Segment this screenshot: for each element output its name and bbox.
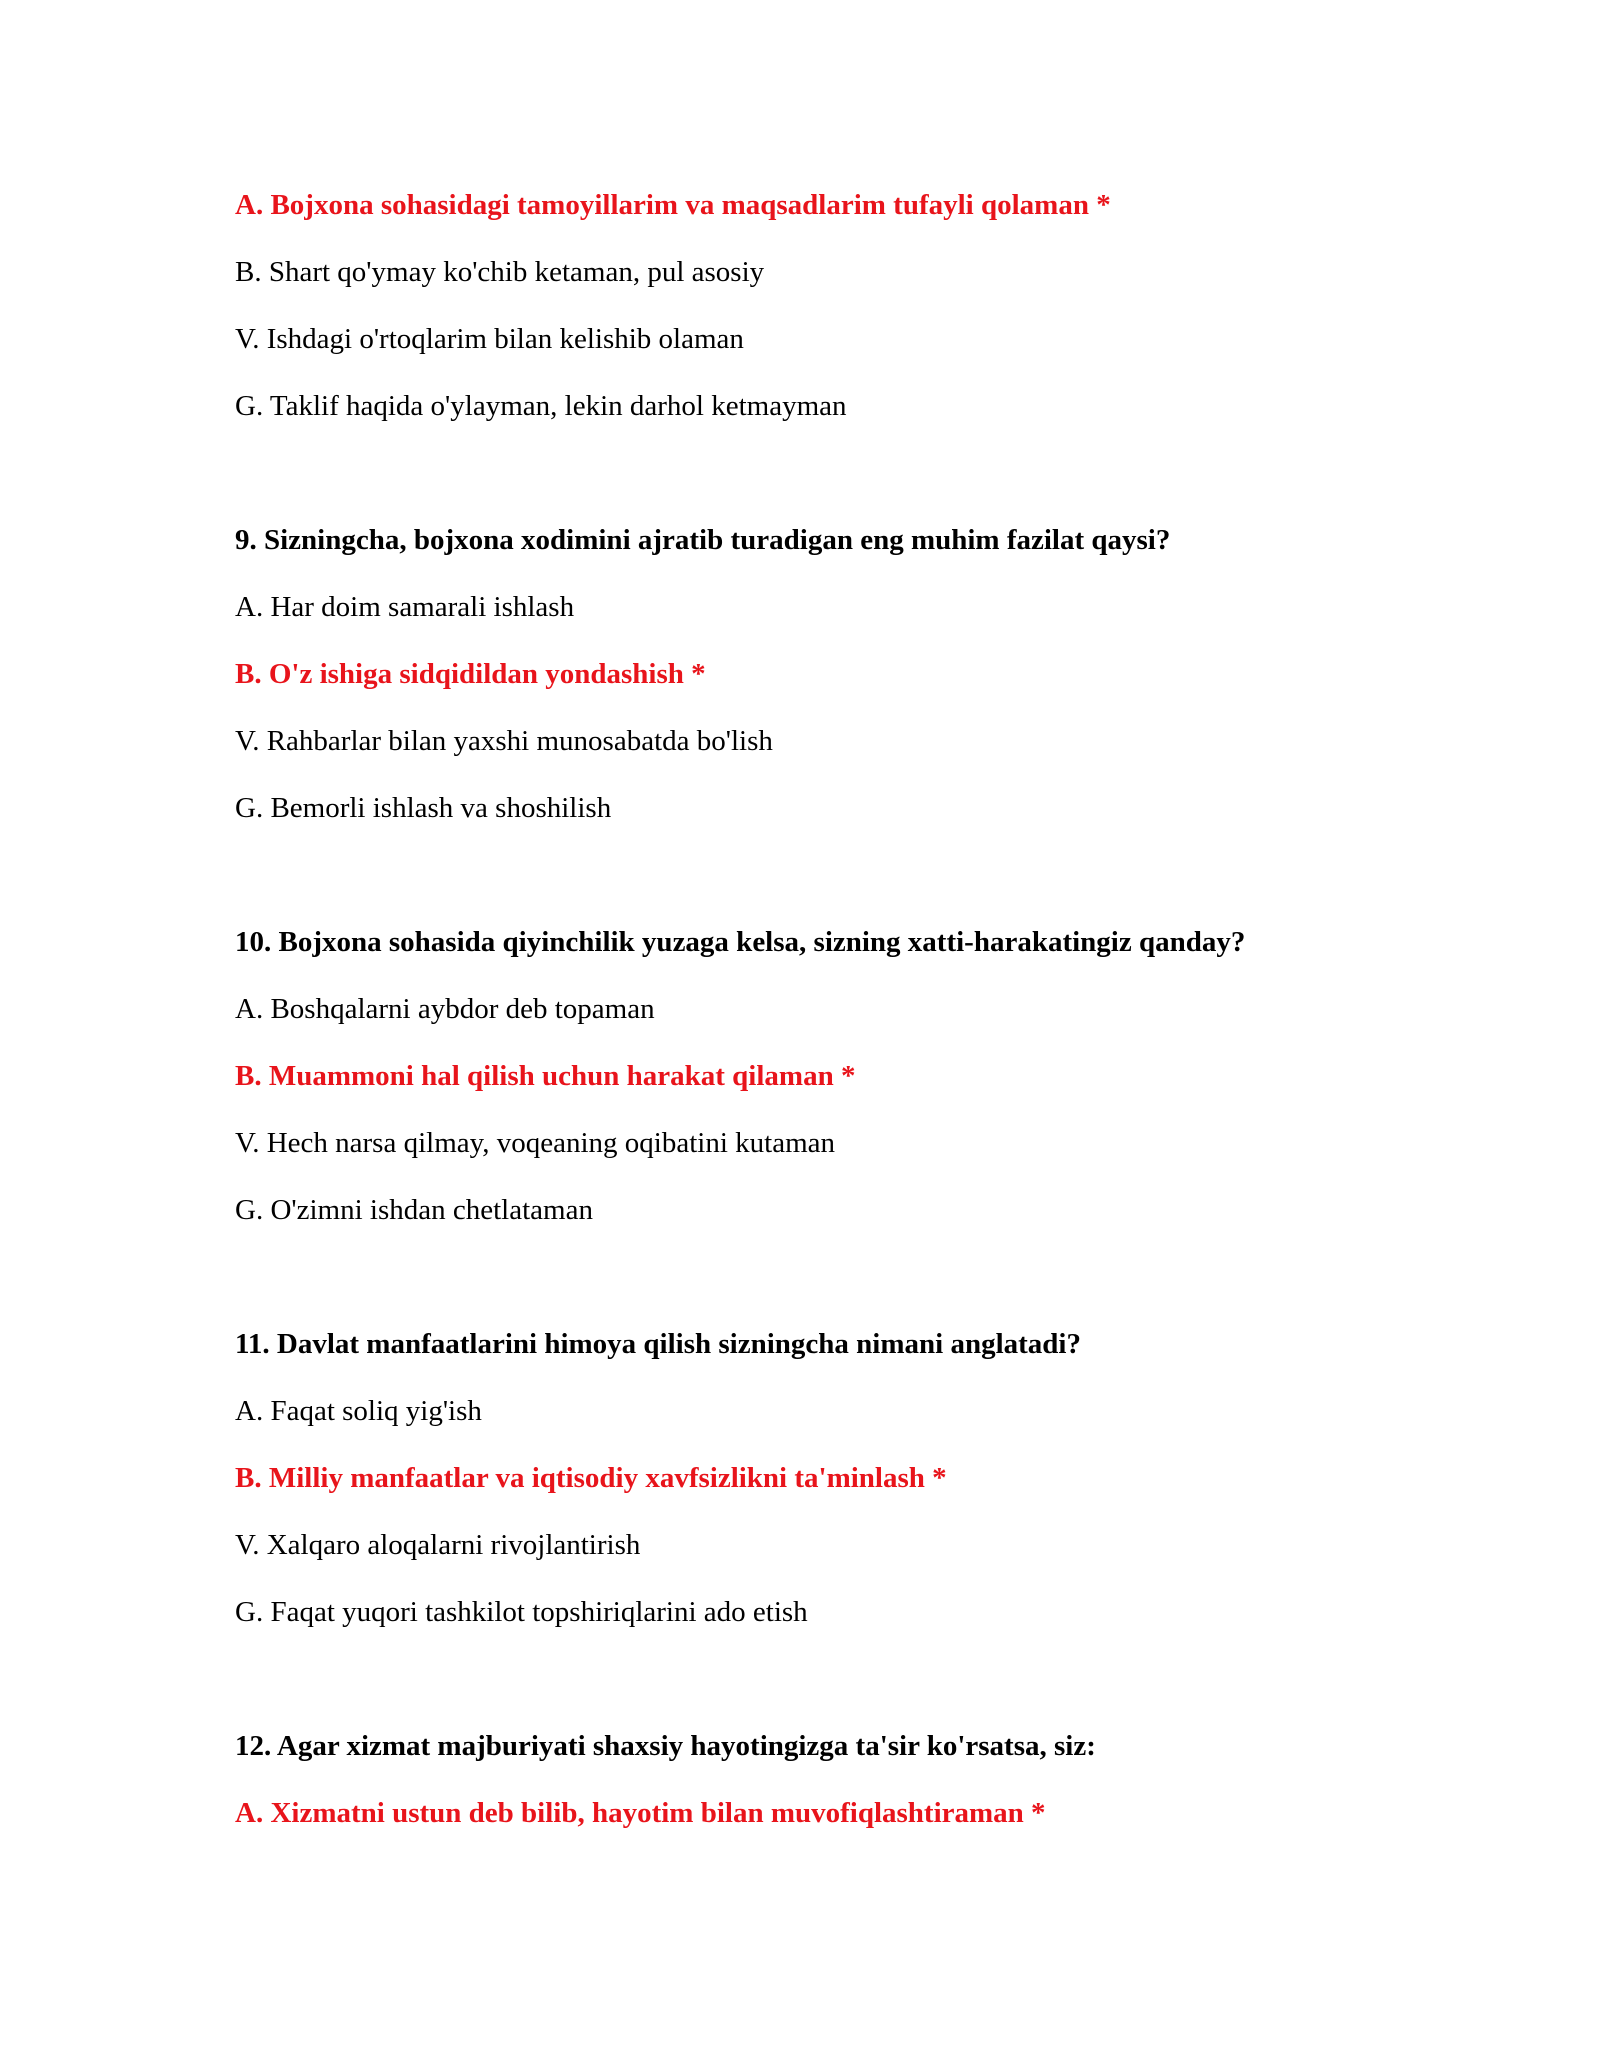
answer-option: G. O'zimni ishdan chetlataman [235,1194,593,1226]
question-10-text: 10. Bojxona sohasida qiyinchilik yuzaga kelsa, sizning xatti-harakatingiz qanday? [235,926,1246,958]
question-11-text: 11. Davlat manfaatlarini himoya qilish sizningcha nimani anglatadi? [235,1328,1081,1360]
answer-option: G. Taklif haqida o'ylayman, lekin darhol ketmayman [235,390,847,422]
answer-option: V. Rahbarlar bilan yaxshi munosabatda bo'lish [235,725,773,757]
answer-option: A. Boshqalarni aybdor deb topaman [235,993,655,1025]
answer-option: V. Xalqaro aloqalarni rivojlantirish [235,1529,641,1561]
answer-option-correct: B. Milliy manfaatlar va iqtisodiy xavfsizlikni ta'minlash * [235,1462,947,1494]
answer-option: G. Faqat yuqori tashkilot topshiriqlarini ado etish [235,1596,808,1628]
question-9-text: 9. Sizningcha, bojxona xodimini ajratib turadigan eng muhim fazilat qaysi? [235,524,1171,556]
question-12-text: 12. Agar xizmat majburiyati shaxsiy hayotingizga ta'sir ko'rsatsa, siz: [235,1730,1096,1762]
answer-option: A. Faqat soliq yig'ish [235,1395,482,1427]
answer-option-correct: B. Muammoni hal qilish uchun harakat qilaman * [235,1060,856,1092]
answer-option-correct: A. Xizmatni ustun deb bilib, hayotim bilan muvofiqlashtiraman * [235,1797,1046,1829]
answer-option-correct: A. Bojxona sohasidagi tamoyillarim va maqsadlarim tufayli qolaman * [235,189,1111,221]
answer-option: G. Bemorli ishlash va shoshilish [235,792,612,824]
answer-option: A. Har doim samarali ishlash [235,591,575,623]
answer-option-correct: B. O'z ishiga sidqidildan yondashish * [235,658,706,690]
answer-option: V. Hech narsa qilmay, voqeaning oqibatini kutaman [235,1127,835,1159]
answer-option: V. Ishdagi o'rtoqlarim bilan kelishib olaman [235,323,744,355]
answer-option: B. Shart qo'ymay ko'chib ketaman, pul asosiy [235,256,765,288]
